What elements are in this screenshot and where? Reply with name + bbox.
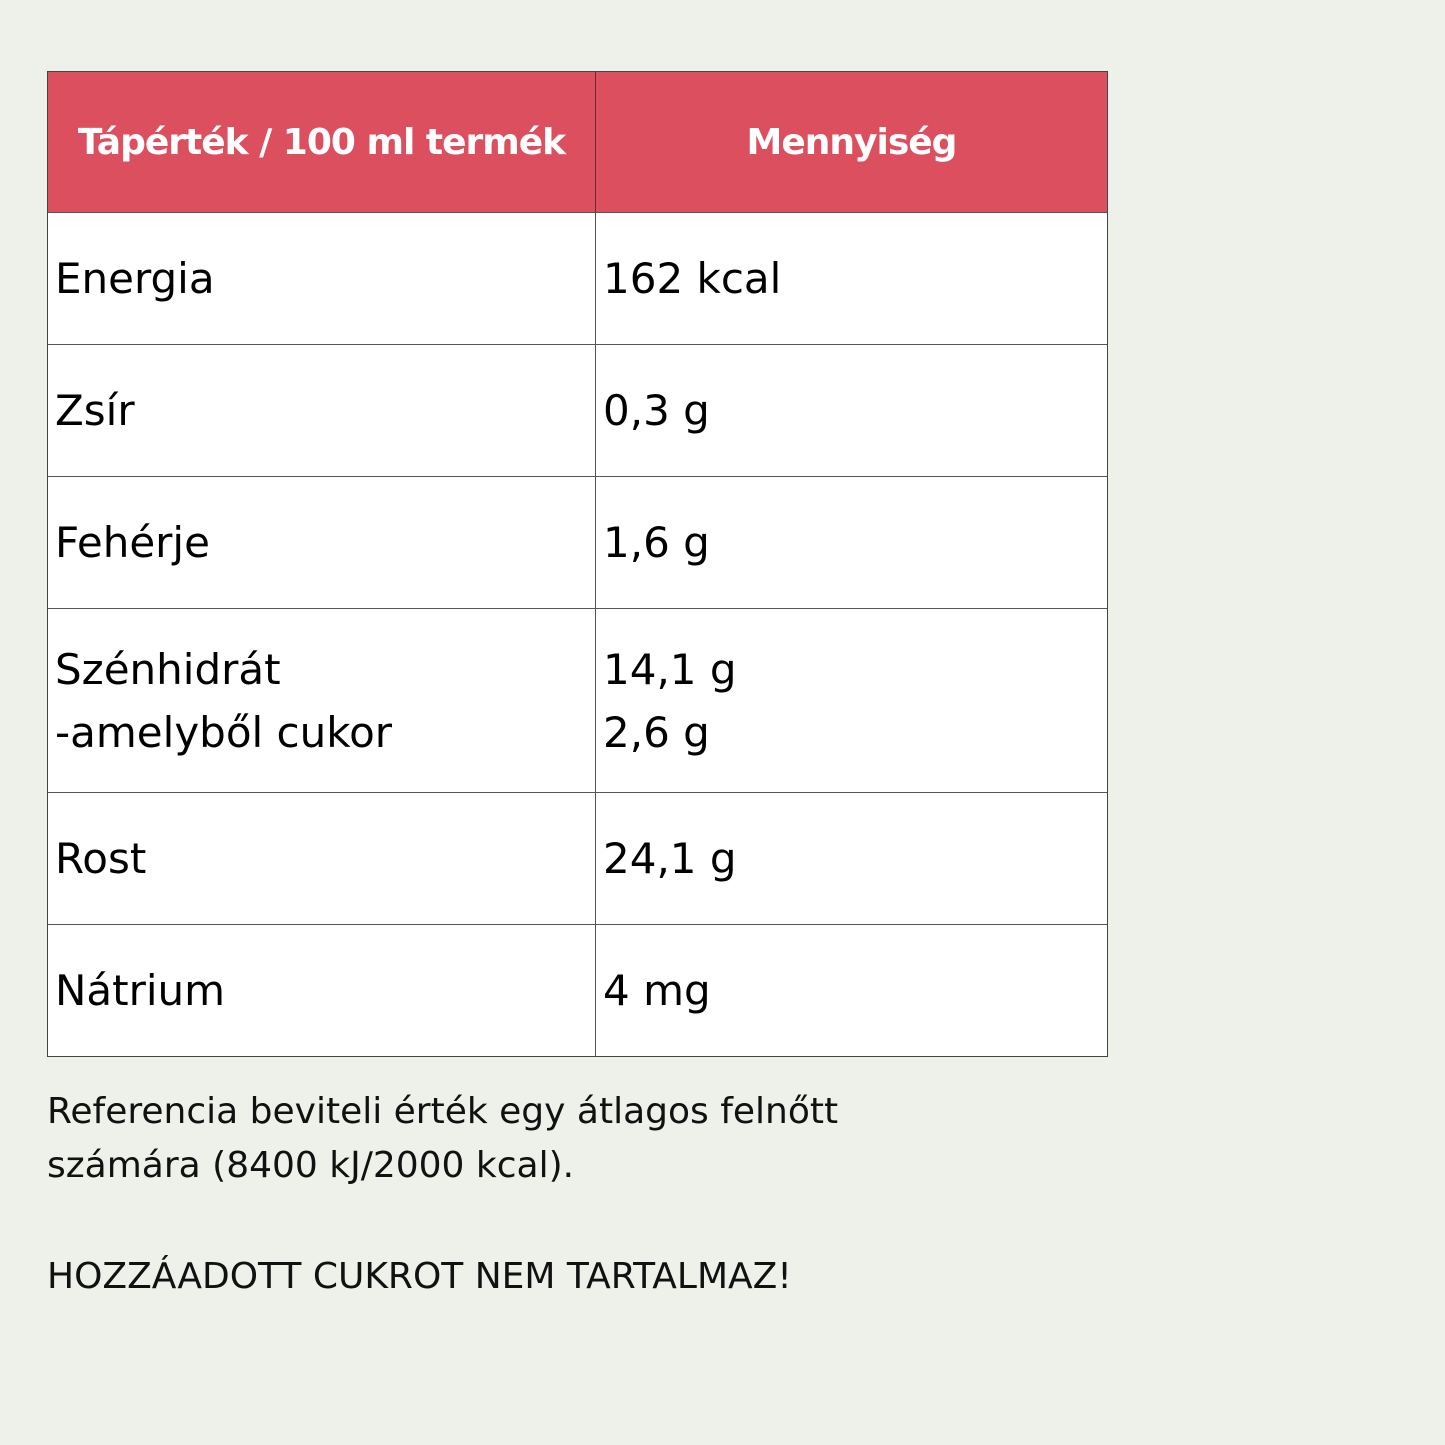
table-row xyxy=(48,344,1107,476)
nutrient-value: 4 mg xyxy=(603,966,711,1015)
reference-line-2: számára (8400 kJ/2000 kcal). xyxy=(47,1145,575,1186)
column-header-amount: Mennyiség xyxy=(746,121,957,163)
nutrient-sublabel: -amelyből cukor xyxy=(55,707,393,757)
nutrient-value: 1,6 g xyxy=(603,518,710,567)
nutrient-label: Energia xyxy=(55,254,215,303)
nutrient-value: 14,1 g xyxy=(603,644,737,694)
nutrient-label: Fehérje xyxy=(55,518,210,567)
nutrient-value: 24,1 g xyxy=(603,834,737,883)
column-header-nutrient: Tápérték / 100 ml termék xyxy=(48,72,596,212)
nutrient-label: Zsír xyxy=(55,386,135,435)
table-row xyxy=(48,608,1107,792)
nutrient-label: Nátrium xyxy=(55,966,226,1015)
reference-intake-note xyxy=(47,1085,838,1193)
nutrient-subvalue: 2,6 g xyxy=(603,707,710,757)
reference-line-1: Referencia beviteli érték egy átlagos felnőtt xyxy=(47,1091,839,1132)
table-row xyxy=(48,792,1107,924)
table-row xyxy=(48,924,1107,1056)
table-header-row xyxy=(48,72,1107,212)
nutrition-table xyxy=(47,71,1108,1057)
table-row xyxy=(48,212,1107,344)
nutrient-value: 162 kcal xyxy=(603,254,782,303)
nutrient-label: Rost xyxy=(55,834,147,883)
no-added-sugar-notice: HOZZÁADOTT CUKROT NEM TARTALMAZ! xyxy=(47,1256,792,1297)
nutrient-value: 0,3 g xyxy=(603,386,710,435)
table-row xyxy=(48,476,1107,608)
nutrient-label: Szénhidrát xyxy=(55,644,281,694)
